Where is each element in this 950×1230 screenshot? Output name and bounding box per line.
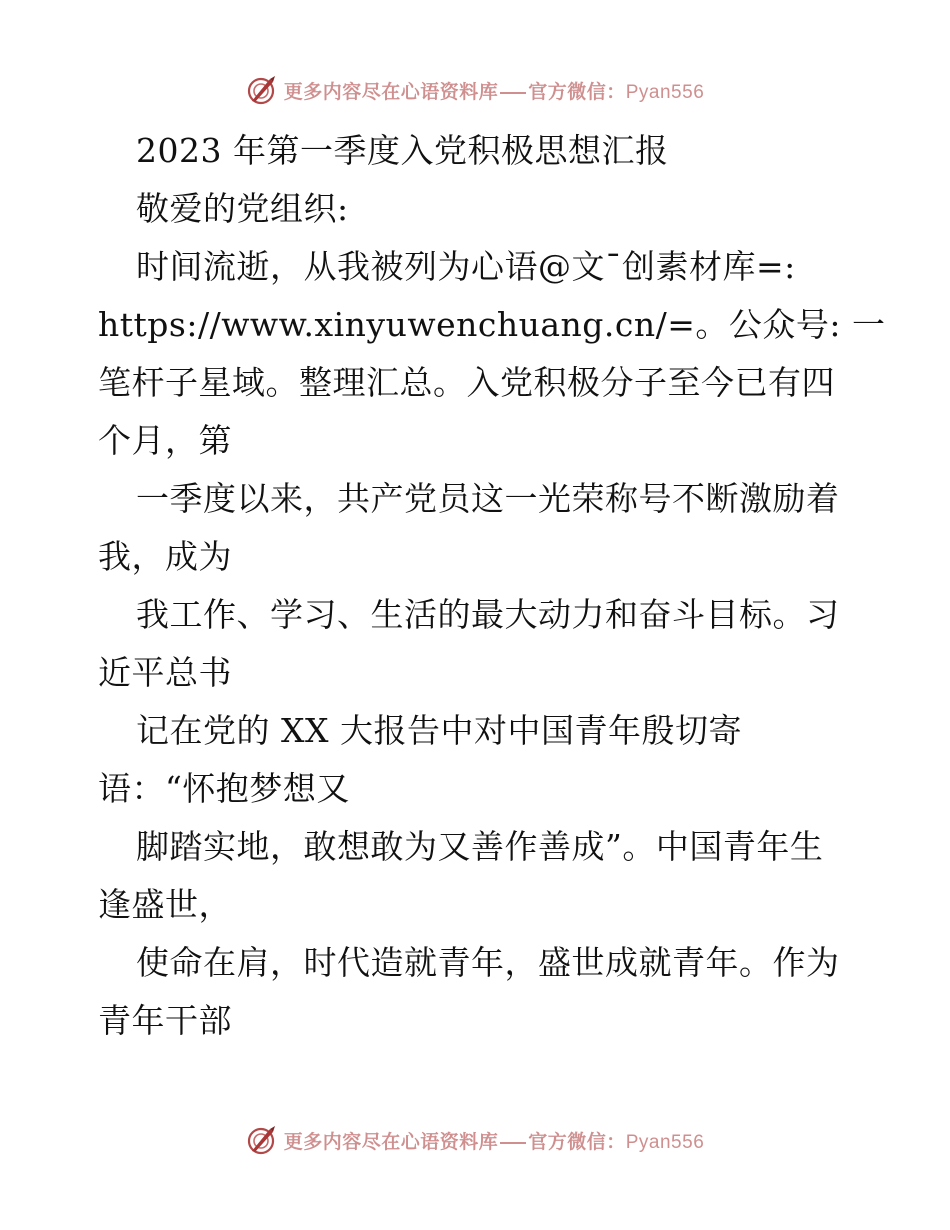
text-line: 近平总书: [98, 653, 232, 692]
document-body: [98, 122, 886, 1050]
quill-logo-icon: [246, 74, 278, 106]
watermark-text: 更多内容尽在心语资料库 官方微信：Pyan556: [283, 1130, 705, 1153]
text-line: 一季度以来，共产党员这一光荣称号不断激励着: [136, 479, 840, 518]
watermark-content: [246, 1124, 705, 1156]
watermark-separator: [500, 92, 526, 94]
text-line: 语：“怀抱梦想又: [98, 769, 350, 808]
watermark-wechat-id: Pyan556: [625, 1131, 705, 1153]
watermark-separator: [500, 1142, 526, 1144]
text-line: 时间流逝，从我被列为心语@文¯创素材库=:: [136, 247, 796, 286]
watermark-wechat-id: Pyan556: [625, 81, 705, 103]
text-line: 我工作、学习、生活的最大动力和奋斗目标。习: [136, 595, 840, 634]
footer-watermark: [0, 1120, 950, 1160]
text-line: 记在党的 XX 大报告中对中国青年殷切寄: [136, 711, 742, 750]
text-line: 敬爱的党组织:: [136, 189, 349, 228]
watermark-content: [246, 74, 705, 106]
text-line: 2023 年第一季度入党积极思想汇报: [136, 131, 669, 170]
text-line: https://www.xinyuwenchuang.cn/=。公众号: 一: [98, 305, 886, 344]
text-line: 笔杆子星域。整理汇总。入党积极分子至今已有四: [98, 363, 835, 402]
quill-logo-icon: [246, 1124, 278, 1156]
text-line: 青年干部: [98, 1001, 232, 1040]
text-line: 逢盛世，: [98, 885, 232, 924]
text-line: 脚踏实地，敢想敢为又善作善成”。中国青年生: [136, 827, 824, 866]
watermark-text: 更多内容尽在心语资料库 官方微信：Pyan556: [283, 80, 705, 103]
text-line: 使命在肩，时代造就青年，盛世成就青年。作为: [136, 943, 840, 982]
text-line: 我，成为: [98, 537, 232, 576]
text-line: 个月，第: [98, 421, 232, 460]
header-watermark: [0, 70, 950, 110]
